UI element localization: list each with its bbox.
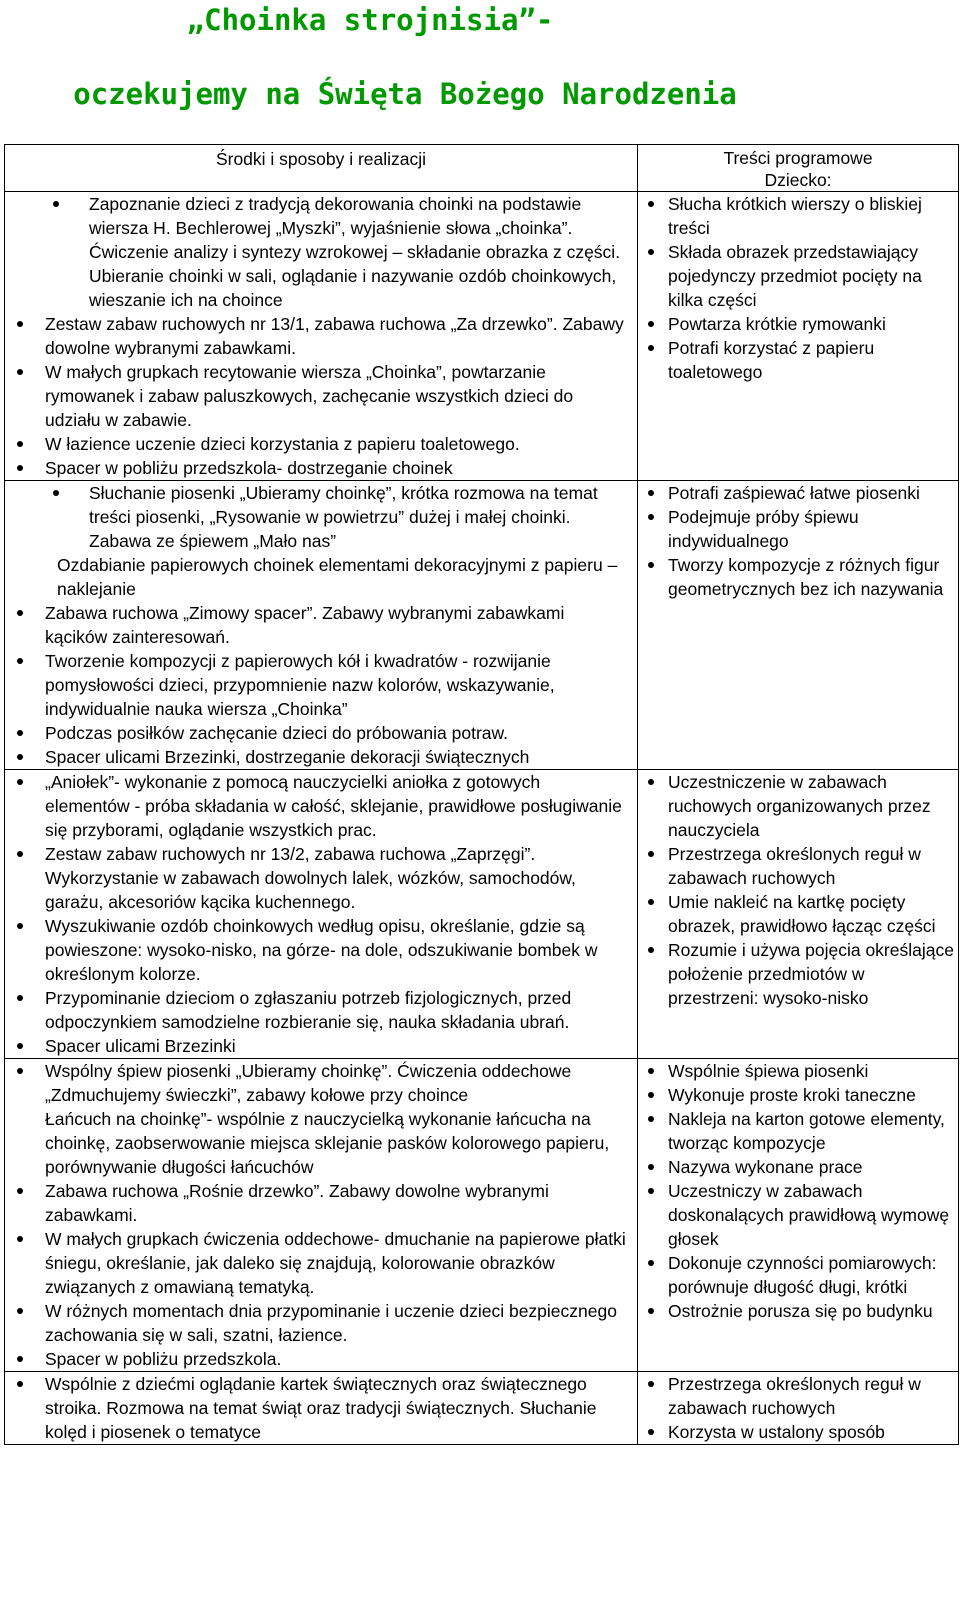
activity-text: Słuchanie piosenki „Ubieramy choinkę”, krótka rozmowa na temat treści piosenki, „Rysowanie w powietrzu” dużej i małej choinki. Zabawa ze śpiewem „Mało nas”	[89, 483, 598, 551]
header-right-sublabel: Dziecko:	[764, 170, 832, 190]
bullet-icon	[17, 851, 23, 857]
outcomes-list	[638, 1059, 958, 1323]
activity-text: Wyszukiwanie ozdób choinkowych według opisu, określanie, gdzie są powieszone: wysoko-nisko, na górze- na dole, odszukiwanie bombek w określonym kolorze.	[45, 916, 598, 984]
activity-item	[5, 312, 629, 360]
activity-text: Spacer w pobliżu przedszkola.	[45, 1349, 282, 1369]
bullet-icon	[17, 441, 23, 447]
outcome-text: Słucha krótkich wierszy o bliskiej treści	[668, 194, 922, 238]
bullet-icon	[648, 345, 654, 351]
outcome-text: Składa obrazek przedstawiający pojedynczy przedmiot pocięty na kilka części	[668, 242, 922, 310]
outcome-item	[638, 312, 954, 336]
activities-list	[5, 481, 637, 769]
bullet-icon	[648, 947, 654, 953]
bullet-icon	[17, 1356, 23, 1362]
activity-item	[5, 721, 629, 745]
bullet-icon	[648, 201, 654, 207]
bullet-icon	[17, 1236, 23, 1242]
activity-text: W łazience uczenie dzieci korzystania z papieru toaletowego.	[45, 434, 520, 454]
activity-item	[5, 842, 629, 914]
bullet-icon	[53, 490, 59, 496]
table-row	[5, 192, 959, 481]
outcomes-list	[638, 481, 958, 601]
outcome-item	[638, 842, 954, 890]
activity-text: Tworzenie kompozycji z papierowych kół i kwadratów - rozwijanie pomysłowości dzieci, przypomnienie nazw kolorów, wskazywanie, indywidualnie nauka wiersza „Choinka”	[45, 651, 555, 719]
outcome-text: Korzysta w ustalony sposób	[668, 1422, 885, 1442]
bullet-icon	[17, 995, 23, 1001]
bullet-icon	[648, 1308, 654, 1314]
activity-item	[5, 601, 629, 649]
outcome-item	[638, 1179, 954, 1251]
bullet-icon	[17, 465, 23, 471]
outcome-text: Przestrzega określonych reguł w zabawach ruchowych	[668, 1374, 921, 1418]
outcome-item	[638, 938, 954, 1010]
bullet-icon	[17, 1043, 23, 1049]
table-row	[5, 481, 959, 770]
activity-item	[5, 360, 629, 432]
outcome-text: Nakleja na karton gotowe elementy, tworząc kompozycje	[668, 1109, 945, 1153]
outcome-item	[638, 1083, 954, 1107]
outcome-text: Przestrzega określonych reguł w zabawach ruchowych	[668, 844, 921, 888]
bullet-icon	[648, 1260, 654, 1266]
activities-list	[5, 1372, 637, 1444]
bullet-icon	[648, 899, 654, 905]
activities-list	[5, 192, 637, 480]
activity-text: Zabawa ruchowa „Zimowy spacer”. Zabawy wybranymi zabawkami kącików zainteresowań.	[45, 603, 565, 647]
outcomes-cell	[638, 192, 959, 481]
outcomes-cell	[638, 481, 959, 770]
activity-item	[5, 1372, 629, 1444]
bullet-icon	[17, 321, 23, 327]
activity-item	[5, 553, 629, 601]
activity-item	[5, 481, 629, 553]
bullet-icon	[648, 1116, 654, 1122]
activities-cell	[5, 770, 638, 1059]
activities-cell	[5, 192, 638, 481]
activity-text: Podczas posiłków zachęcanie dzieci do próbowania potraw.	[45, 723, 509, 743]
outcome-item	[638, 505, 954, 553]
outcome-item	[638, 553, 954, 601]
activity-text: „Aniołek”- wykonanie z pomocą nauczycielki aniołka z gotowych elementów - próba składania w całość, sklejanie, prawidłowe posługiwanie się przyborami, oglądanie wszystkich prac.	[45, 772, 622, 840]
outcome-item	[638, 770, 954, 842]
outcome-text: Ostrożnie porusza się po budynku	[668, 1301, 933, 1321]
outcome-item	[638, 1299, 954, 1323]
bullet-icon	[648, 779, 654, 785]
activity-item	[5, 1034, 629, 1058]
bullet-icon	[17, 923, 23, 929]
bullet-icon	[53, 201, 59, 207]
outcomes-list	[638, 192, 958, 384]
outcome-text: Podejmuje próby śpiewu indywidualnego	[668, 507, 859, 551]
bullet-icon	[17, 1381, 23, 1387]
activity-item	[5, 1107, 629, 1179]
outcome-item	[638, 1420, 954, 1444]
bullet-icon	[17, 369, 23, 375]
activity-text: Wspólny śpiew piosenki „Ubieramy choinkę”. Ćwiczenia oddechowe „Zdmuchujemy świeczki”, zabawy kołowe przy choince	[45, 1061, 572, 1105]
activity-item	[5, 770, 629, 842]
bullet-icon	[648, 249, 654, 255]
outcome-text: Nazywa wykonane prace	[668, 1157, 863, 1177]
activity-text: Zestaw zabaw ruchowych nr 13/1, zabawa ruchowa „Za drzewko”. Zabawy dowolne wybranymi zabawkami.	[45, 314, 624, 358]
bullet-icon	[648, 1164, 654, 1170]
bullet-icon	[648, 1429, 654, 1435]
activity-text: Zabawa ruchowa „Rośnie drzewko”. Zabawy dowolne wybranymi zabawkami.	[45, 1181, 549, 1225]
bullet-icon	[17, 658, 23, 664]
outcome-item	[638, 1251, 954, 1299]
table-row	[5, 1059, 959, 1372]
bullet-icon	[17, 730, 23, 736]
bullet-icon	[648, 1068, 654, 1074]
outcomes-cell	[638, 1372, 959, 1445]
outcome-item	[638, 481, 954, 505]
bullet-icon	[17, 1188, 23, 1194]
activity-text: W różnych momentach dnia przypominanie i uczenie dzieci bezpiecznego zachowania się w sali, szatni, łazience.	[45, 1301, 617, 1345]
document-subtitle: oczekujemy na Święta Bożego Narodzenia	[73, 77, 737, 111]
activities-list	[5, 1059, 637, 1371]
activity-item	[5, 1347, 629, 1371]
outcomes-cell	[638, 1059, 959, 1372]
outcome-text: Dokonuje czynności pomiarowych: porównuje długość długi, krótki	[668, 1253, 937, 1297]
activity-text: Przypominanie dzieciom o zgłaszaniu potrzeb fizjologicznych, przed odpoczynkiem samodzielne rozbieranie się, nauka składania ubrań.	[45, 988, 572, 1032]
bullet-icon	[17, 1068, 23, 1074]
header-left-label: Środki i sposoby i realizacji	[215, 149, 427, 169]
bullet-icon	[17, 610, 23, 616]
header-right-label: Treści programowe	[723, 148, 873, 168]
activities-cell	[5, 481, 638, 770]
plan-table	[4, 144, 959, 1445]
table-row	[5, 770, 959, 1059]
outcome-text: Potrafi zaśpiewać łatwe piosenki	[668, 483, 920, 503]
bullet-icon	[648, 1092, 654, 1098]
bullet-icon	[648, 321, 654, 327]
outcome-item	[638, 1059, 954, 1083]
bullet-icon	[648, 490, 654, 496]
activity-item	[5, 456, 629, 480]
activities-cell	[5, 1059, 638, 1372]
header-left	[5, 145, 638, 192]
activity-item	[5, 1059, 629, 1107]
activity-item	[5, 914, 629, 986]
outcome-text: Umie nakleić na kartkę pocięty obrazek, prawidłowo łącząc części	[668, 892, 936, 936]
outcome-text: Powtarza krótkie rymowanki	[668, 314, 886, 334]
activities-cell	[5, 1372, 638, 1445]
activity-text: Spacer w pobliżu przedszkola- dostrzeganie choinek	[45, 458, 453, 478]
activity-item	[5, 432, 629, 456]
outcomes-cell	[638, 770, 959, 1059]
activities-list	[5, 770, 637, 1058]
outcome-text: Wspólnie śpiewa piosenki	[668, 1061, 869, 1081]
outcome-item	[638, 240, 954, 312]
bullet-icon	[17, 779, 23, 785]
activity-item	[5, 745, 629, 769]
activity-text: Spacer ulicami Brzezinki	[45, 1036, 236, 1056]
bullet-icon	[648, 514, 654, 520]
bullet-icon	[17, 1308, 23, 1314]
outcome-text: Rozumie i używa pojęcia określające położenie przedmiotów w przestrzeni: wysoko-nisko	[668, 940, 954, 1008]
bullet-icon	[648, 851, 654, 857]
outcome-item	[638, 192, 954, 240]
activity-item	[5, 192, 629, 312]
outcome-item	[638, 336, 954, 384]
outcome-text: Uczestniczenie w zabawach ruchowych organizowanych przez nauczyciela	[668, 772, 931, 840]
activity-text: Spacer ulicami Brzezinki, dostrzeganie dekoracji świątecznych	[45, 747, 530, 767]
outcome-item	[638, 890, 954, 938]
outcome-text: Uczestniczy w zabawach doskonalących prawidłową wymowę głosek	[668, 1181, 950, 1249]
activity-text: Zestaw zabaw ruchowych nr 13/2, zabawa ruchowa „Zaprzęgi”. Wykorzystanie w zabawach dowolnych lalek, wózków, samochodów, garażu, akcesoriów kącika kuchennego.	[45, 844, 576, 912]
outcomes-list	[638, 770, 958, 1010]
document-title: „Choinka strojnisia”-	[186, 3, 554, 37]
bullet-icon	[648, 1381, 654, 1387]
activity-text: Wspólnie z dziećmi oglądanie kartek świątecznych oraz świątecznego stroika. Rozmowa na temat świąt oraz tradycji świątecznych. Słuchanie kolęd i piosenek o tematyce	[45, 1374, 597, 1442]
activity-text: W małych grupkach recytowanie wiersza „Choinka”, powtarzanie rymowanek i zabaw paluszkowych, zachęcanie wszystkich dzieci do udziału w zabawie.	[45, 362, 574, 430]
activity-text: Zapoznanie dzieci z tradycją dekorowania choinki na podstawie wiersza H. Bechlerowej „Myszki”, wyjaśnienie słowa „choinka”. Ćwiczenie analizy i syntezy wzrokowej – składanie obrazka z części. Ubieranie choinki w sali, oglądanie i nazywanie ozdób choinkowych, wieszanie ich na choince	[89, 194, 621, 310]
activity-item	[5, 1179, 629, 1227]
activity-text: Ozdabianie papierowych choinek elementami dekoracyjnymi z papieru – naklejanie	[57, 555, 618, 599]
bullet-icon	[648, 562, 654, 568]
outcomes-list	[638, 1372, 958, 1444]
table-row	[5, 1372, 959, 1445]
activity-item	[5, 1227, 629, 1299]
outcome-text: Potrafi korzystać z papieru toaletowego	[668, 338, 875, 382]
bullet-icon	[17, 754, 23, 760]
activity-text: W małych grupkach ćwiczenia oddechowe- dmuchanie na papierowe płatki śniegu, określanie, jak daleko się znajdują, kolorowanie obrazków związanych z omawianą tematyką.	[45, 1229, 626, 1297]
outcome-item	[638, 1372, 954, 1420]
outcome-text: Wykonuje proste kroki taneczne	[668, 1085, 916, 1105]
outcome-text: Tworzy kompozycje z różnych figur geometrycznych bez ich nazywania	[668, 555, 944, 599]
activity-text: Łańcuch na choinkę”- wspólnie z nauczycielką wykonanie łańcucha na choinkę, zaobserwowanie miejsca sklejanie pasków kolorowego papieru, porównywanie długości łańcuchów	[45, 1109, 610, 1177]
activity-item	[5, 649, 629, 721]
activity-item	[5, 986, 629, 1034]
outcome-item	[638, 1107, 954, 1155]
table-header-row	[5, 145, 959, 192]
header-right	[638, 145, 959, 192]
activity-item	[5, 1299, 629, 1347]
bullet-icon	[648, 1188, 654, 1194]
outcome-item	[638, 1155, 954, 1179]
